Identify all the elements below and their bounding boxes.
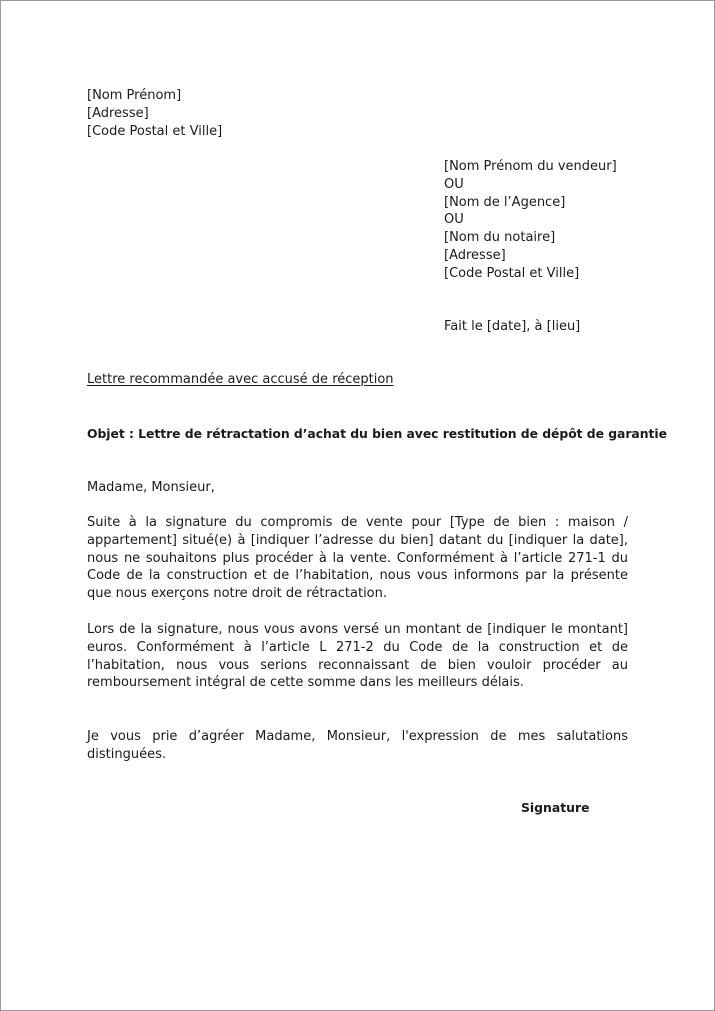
- recipient-address: [Adresse]: [444, 247, 506, 263]
- sender-block: [87, 87, 222, 140]
- registered-mail-notice: Lettre recommandée avec accusé de réception: [87, 372, 394, 387]
- recipient-or-2: OU: [444, 212, 464, 228]
- recipient-notary: [Nom du notaire]: [444, 230, 556, 246]
- letter-subject: Objet : Lettre de rétractation d’achat du bien avec restitution de dépôt de garantie: [87, 426, 667, 441]
- paragraph-refund: Lors de la signature, nous vous avons versé un montant de [indiquer le montant] euros. Conformément à l’article L 271-2 du Code de la construction et de l’habitation, nous vous serions reconnaissant de bien vouloir procéder au remboursement intégral de cette somme dans les meilleurs délais.: [87, 622, 628, 691]
- recipient-block: [444, 158, 617, 283]
- sender-city: [Code Postal et Ville]: [87, 123, 223, 139]
- recipient-or-1: OU: [444, 176, 464, 192]
- paragraph-closing: Je vous prie d’agréer Madame, Monsieur, l'expression de mes salutations distinguées.: [87, 729, 628, 762]
- recipient-city: [Code Postal et Ville]: [444, 265, 580, 281]
- sender-address: [Adresse]: [87, 105, 149, 121]
- recipient-agency: [Nom de l’Agence]: [444, 194, 566, 210]
- paragraph-retraction: Suite à la signature du compromis de vente pour [Type de bien : maison / appartement] situé(e) à [indiquer l’adresse du bien] datant du [indiquer la date], nous ne souhaitons plus procéder à la vente. Conformément à l’article 271-1 du Code de la construction et de l’habitation, nous vous informons par la présente que nous exerçons notre droit de rétractation.: [87, 515, 628, 602]
- signature-label: Signature: [521, 800, 590, 815]
- recipient-seller: [Nom Prénom du vendeur]: [444, 159, 617, 174]
- sender-name: [Nom Prénom]: [87, 88, 182, 103]
- greeting: Madame, Monsieur,: [87, 480, 215, 495]
- place-date: Fait le [date], à [lieu]: [444, 319, 581, 334]
